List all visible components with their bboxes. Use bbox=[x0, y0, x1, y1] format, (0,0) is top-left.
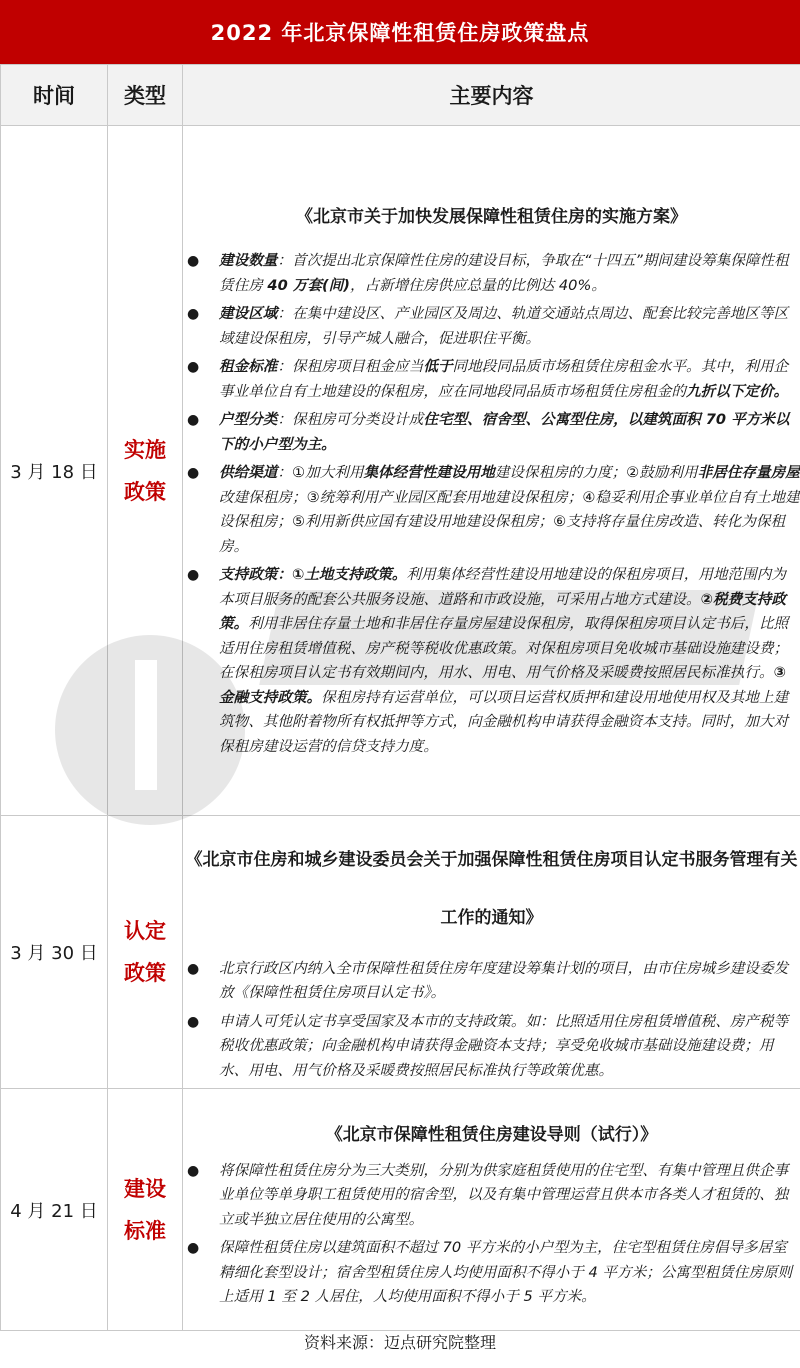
bullet-icon: ● bbox=[187, 960, 200, 977]
list-item bbox=[183, 355, 800, 404]
body-text: ：①加大利用 bbox=[277, 464, 364, 481]
document-title: 《北京市关于加快发展保障性租赁住房的实施方案》 bbox=[296, 207, 687, 227]
row-date: 4 月 21 日 bbox=[1, 1089, 108, 1331]
list-item bbox=[183, 957, 800, 1006]
emphasis-text: 建设数量 bbox=[219, 252, 278, 269]
body-text: 保租房持有运营单位，可以项目运营权质押和建设用地使用权及其地上建筑物、其他附着物所有权抵押等方式，向金融机构申请获得金融资本支持。同时，加大对保租房建设运营的信贷支持力度。 bbox=[219, 688, 789, 755]
document-title: 《北京市保障性租赁住房建设导则（试行）》 bbox=[325, 1124, 658, 1145]
row-type-line: 建设 bbox=[124, 1176, 166, 1201]
bullet-icon: ● bbox=[187, 412, 200, 428]
bullet-icon: ● bbox=[187, 567, 200, 583]
bullet-icon: ● bbox=[187, 1240, 200, 1256]
row-type bbox=[108, 1089, 183, 1331]
row-content bbox=[183, 816, 800, 1089]
row-date: 3 月 18 日 bbox=[1, 126, 108, 816]
bullet-icon: ● bbox=[187, 1013, 200, 1030]
emphasis-text: 户型分类 bbox=[219, 411, 278, 428]
body-text: ：保租房可分类设计成 bbox=[277, 411, 424, 428]
row-type-line: 政策 bbox=[124, 479, 166, 504]
page-title: 2022 年北京保障性租赁住房政策盘点 bbox=[0, 0, 800, 64]
bullet-icon: ● bbox=[187, 253, 200, 269]
body-text: 改建保租房；③统筹利用产业园区配套用地建设保租房；④稳妥利用企事业单位自有土地建设保租房；⑤利用新供应国有建设用地建设保租房；⑥支持将存量住房改造、转化为保租房。 bbox=[219, 488, 800, 555]
emphasis-text: 建设区域 bbox=[219, 305, 278, 322]
list-item bbox=[183, 461, 800, 559]
document-title: 《北京市住房和城乡建设委员会关于加强保障性租赁住房项目认定书服务管理有关工作的通知》 bbox=[185, 849, 798, 928]
row-type-line: 认定 bbox=[124, 919, 166, 943]
bullet-icon: ● bbox=[187, 306, 200, 322]
body-text: 同地段同品质市场租赁住房租金水平。其中，利用企事业单位自有土地建设的保租房，应在同地段同品质市场租赁住房租金的 bbox=[219, 358, 789, 400]
bullet-list bbox=[183, 957, 800, 1084]
body-text: 申请人可凭认定书享受国家及本市的支持政策。如：比照适用住房租赁增值税、房产税等税收优惠政策；向金融机构申请获得金融资本支持；享受免收城市基础设施建设费；用水、用电、用气价格及采暖费按照居民标准执行等政策优惠。 bbox=[219, 1012, 789, 1079]
body-text: ：在集中建设区、产业园区及周边、轨道交通站点周边、配套比较完善地区等区域建设保租房，引导产城人融合，促进职住平衡。 bbox=[219, 305, 789, 347]
policy-table bbox=[0, 64, 800, 1331]
header-content: 主要内容 bbox=[183, 65, 800, 126]
table-row bbox=[1, 1089, 800, 1331]
body-text: ：保租房项目租金应当 bbox=[277, 358, 424, 375]
emphasis-text: 集体经营性建设用地 bbox=[363, 464, 495, 481]
emphasis-text: 供给渠道 bbox=[219, 464, 278, 481]
bullet-list bbox=[183, 1159, 800, 1310]
row-type-line: 实施 bbox=[124, 437, 166, 462]
emphasis-text: 租金标准 bbox=[219, 358, 278, 375]
list-item bbox=[183, 1159, 800, 1233]
emphasis-text: ②税费支持政策。 bbox=[219, 590, 786, 632]
body-text: 北京行政区内纳入全市保障性租赁住房年度建设筹集计划的项目，由市住房城乡建设委发放《保障性租赁住房项目认定书》。 bbox=[219, 959, 789, 1002]
row-date: 3 月 30 日 bbox=[1, 816, 108, 1089]
row-content bbox=[183, 126, 800, 816]
emphasis-text: 非居住存量房屋 bbox=[697, 464, 800, 481]
emphasis-text: 九折以下定价。 bbox=[686, 382, 789, 400]
bullet-icon: ● bbox=[187, 465, 200, 481]
header-time: 时间 bbox=[1, 65, 108, 126]
emphasis-text: 支持政策：①土地支持政策。 bbox=[219, 566, 407, 583]
list-item bbox=[183, 1236, 800, 1310]
list-item bbox=[183, 563, 800, 759]
bullet-icon: ● bbox=[187, 1162, 200, 1179]
emphasis-text: 40 万套(间) bbox=[267, 276, 350, 294]
bullet-list bbox=[183, 249, 800, 759]
list-item bbox=[183, 408, 800, 457]
body-text: 将保障性租赁住房分为三大类别，分别为供家庭租赁使用的住宅型、有集中管理且供企事业单位等单身职工租赁使用的宿舍型，以及有集中管理运营且供本市各类人才租赁的、独立或半独立居住使用的公寓型。 bbox=[219, 1161, 789, 1228]
row-content bbox=[183, 1089, 800, 1331]
header-type: 类型 bbox=[108, 65, 183, 126]
row-type bbox=[108, 816, 183, 1089]
emphasis-text: ③金融支持政策。 bbox=[219, 664, 786, 706]
list-item bbox=[183, 249, 800, 298]
header-row bbox=[1, 65, 800, 126]
table-row bbox=[1, 816, 800, 1089]
bullet-icon: ● bbox=[187, 359, 200, 375]
source-note: 资料来源：迈点研究院整理 bbox=[303, 1333, 496, 1352]
row-type-line: 政策 bbox=[124, 961, 166, 985]
emphasis-text: 低于 bbox=[423, 358, 453, 375]
row-type-line: 标准 bbox=[124, 1218, 166, 1243]
table-row bbox=[1, 126, 800, 816]
body-text: 利用非居住存量土地和非居住存量房屋建设保租房，取得保租房项目认定书后，比照适用住房租赁增值税、房产税等税收优惠政策。对保租房项目免收城市基础设施建设费；在保租房项目认定书有效期间内，用水、用电、用气价格及采暖费按照居民标准执行。 bbox=[219, 615, 789, 681]
body-text: ，占新增住房供应总量的比例达 40%。 bbox=[349, 276, 606, 294]
row-type bbox=[108, 126, 183, 816]
list-item bbox=[183, 302, 800, 351]
body-text: 利用集体经营性建设用地建设的保租房项目，用地范围内为本项目服务的配套公共服务设施、道路和市政设施，可采用占地方式建设。 bbox=[219, 566, 786, 608]
emphasis-text: 住宅型、宿舍型、公寓型住房，以建筑面积 70 平方米以下的小户型为主。 bbox=[219, 411, 790, 453]
body-text: ：首次提出北京保障性住房的建设目标，争取在“十四五”期间建设筹集保障性租赁住房 bbox=[219, 252, 789, 294]
list-item bbox=[183, 1010, 800, 1084]
body-text: 保障性租赁住房以建筑面积不超过 70 平方米的小户型为主，住宅型租赁住房倡导多居室精细化套型设计；宿舍型租赁住房人均使用面积不得小于 4 平方米；公寓型租赁住房原则上适用 1 至 2 人居住，人均使用面积不得小于 5 平方米。 bbox=[219, 1239, 793, 1305]
body-text: 建设保租房的力度；②鼓励利用 bbox=[494, 464, 698, 481]
